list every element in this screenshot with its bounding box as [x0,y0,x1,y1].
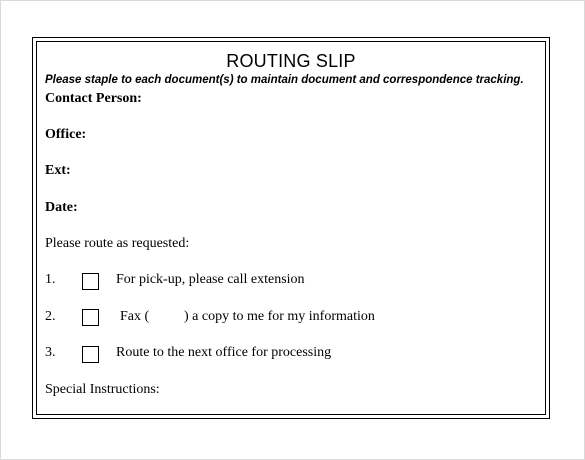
option-2-number: 2. [45,309,56,324]
option-1-label: For pick-up, please call extension [116,272,305,287]
option-2-label-suffix: ) a copy to me for my information [184,309,375,324]
option-2-label-prefix: Fax ( [120,309,150,324]
special-instructions-label: Special Instructions: [45,382,160,397]
date-label: Date: [45,200,78,215]
option-1-checkbox[interactable] [82,273,99,290]
routing-slip-form [32,37,550,419]
option-2-checkbox[interactable] [82,309,99,326]
option-1-number: 1. [45,272,56,287]
option-3-label: Route to the next office for processing [116,345,332,360]
office-label: Office: [45,127,87,142]
option-3-checkbox[interactable] [82,346,99,363]
route-prompt: Please route as requested: [45,236,190,251]
ext-label: Ext: [45,163,71,178]
option-3-number: 3. [45,345,56,360]
contact-person-label: Contact Person: [45,91,142,106]
form-title: ROUTING SLIP [226,51,356,71]
form-instruction: Please staple to each document(s) to maintain document and correspondence tracking. [45,74,524,86]
routing-slip-inner-border [36,41,546,415]
